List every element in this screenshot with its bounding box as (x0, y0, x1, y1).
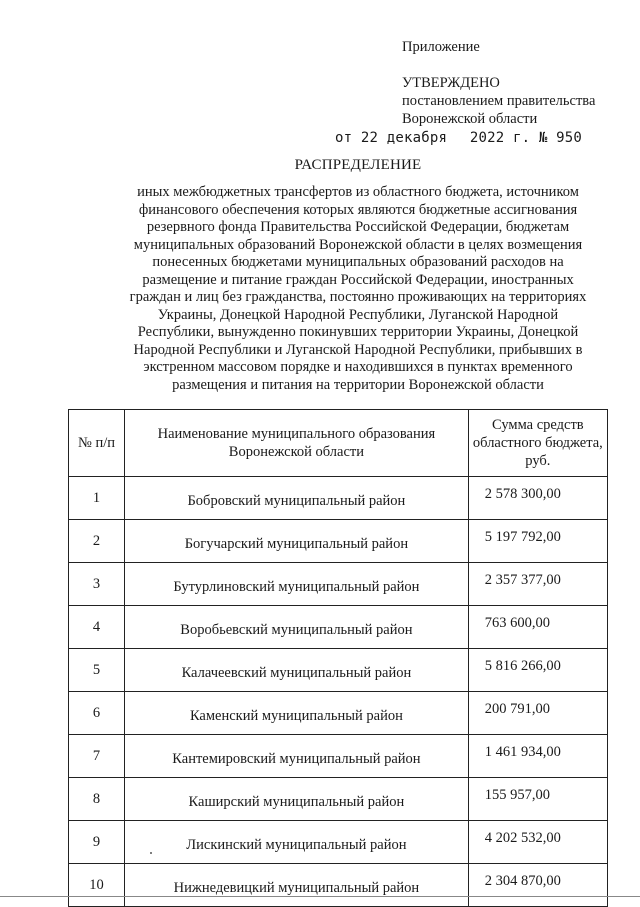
subtitle-line: граждан и лиц без гражданства, постоянно проживающих на территориях (129, 289, 587, 305)
row-name: Воробьевский муниципальный район (125, 606, 469, 649)
document-title: РАСПРЕДЕЛЕНИЕ (294, 157, 422, 173)
decree-number: № 950 (538, 130, 583, 146)
table-row (69, 735, 608, 778)
table-row (69, 864, 608, 907)
table-row (69, 477, 608, 520)
row-name: Калачеевский муниципальный район (125, 649, 469, 692)
table-row (69, 520, 608, 563)
subtitle-line: размещение и питание граждан Российской Федерации, иностранных (142, 271, 574, 288)
row-num: 6 (69, 692, 125, 735)
subtitle-line: финансового обеспечения которых являются бюджетные ассигнования (138, 201, 578, 218)
table-row (69, 821, 608, 864)
approval-block (402, 38, 595, 128)
scan-edge-line (0, 896, 640, 897)
row-name: Каменский муниципальный район (125, 692, 469, 735)
document-subtitle (110, 184, 606, 394)
approved-by-line2: Воронежской области (402, 111, 538, 127)
row-num: 10 (69, 864, 125, 907)
row-sum: 5 197 792,00 (468, 520, 607, 563)
subtitle-line: Народной Республики и Луганской Народной Республики, прибывших в (133, 341, 583, 358)
row-sum: 763 600,00 (468, 606, 607, 649)
decree-line (335, 130, 582, 146)
distribution-table (68, 409, 608, 907)
approved-label: УТВЕРЖДЕНО (402, 75, 500, 91)
subtitle-line: размещения и питания на территории Воронежской области (172, 376, 544, 393)
row-num: 3 (69, 563, 125, 606)
scan-speck (150, 852, 152, 854)
row-sum: 155 957,00 (468, 778, 607, 821)
row-num: 2 (69, 520, 125, 563)
table-row (69, 778, 608, 821)
row-name: Богучарский муниципальный район (125, 520, 469, 563)
approved-by-line1: постановлением правительства (402, 93, 596, 109)
subtitle-line: иных межбюджетных трансфертов из областного бюджета, источником (137, 184, 579, 200)
row-name: Бутурлиновский муниципальный район (125, 563, 469, 606)
row-sum: 2 357 377,00 (468, 563, 607, 606)
subtitle-line: экстренном массовом порядке и находившихся в пунктах временного (143, 359, 573, 375)
row-num: 5 (69, 649, 125, 692)
row-num: 9 (69, 821, 125, 864)
row-sum: 5 816 266,00 (468, 649, 607, 692)
header-name: Наименование муниципального образования Воронежской области (125, 410, 469, 477)
decree-year: 2022 г. (469, 130, 531, 146)
table-row (69, 563, 608, 606)
subtitle-line: Республики, вынужденно покинувших территории Украины, Донецкой (137, 324, 579, 340)
subtitle-line: муниципальных образований Воронежской области в целях возмещения (133, 236, 583, 253)
row-num: 7 (69, 735, 125, 778)
row-num: 8 (69, 778, 125, 821)
header-sum: Сумма средств областного бюджета, руб. (468, 410, 607, 477)
row-sum: 2 304 870,00 (468, 864, 607, 907)
row-sum: 2 578 300,00 (468, 477, 607, 520)
row-name: Лискинский муниципальный район (125, 821, 469, 864)
subtitle-line: понесенных бюджетами муниципальных образований расходов на (152, 254, 564, 270)
table-row (69, 692, 608, 735)
row-name: Каширский муниципальный район (125, 778, 469, 821)
row-sum: 200 791,00 (468, 692, 607, 735)
subtitle-line: резервного фонда Правительства Российской Федерации, бюджетам (146, 219, 570, 235)
table-row (69, 606, 608, 649)
header-num: № п/п (69, 410, 125, 477)
decree-date: от 22 декабря (335, 130, 448, 146)
row-name: Кантемировский муниципальный район (125, 735, 469, 778)
subtitle-line: Украины, Донецкой Народной Республики, Луганской Народной (157, 306, 559, 323)
appendix-label: Приложение (402, 39, 480, 55)
row-sum: 1 461 934,00 (468, 735, 607, 778)
table-header-row (69, 410, 608, 477)
row-name: Бобровский муниципальный район (125, 477, 469, 520)
table-row (69, 649, 608, 692)
row-name: Нижнедевицкий муниципальный район (125, 864, 469, 907)
row-sum: 4 202 532,00 (468, 821, 607, 864)
row-num: 1 (69, 477, 125, 520)
row-num: 4 (69, 606, 125, 649)
